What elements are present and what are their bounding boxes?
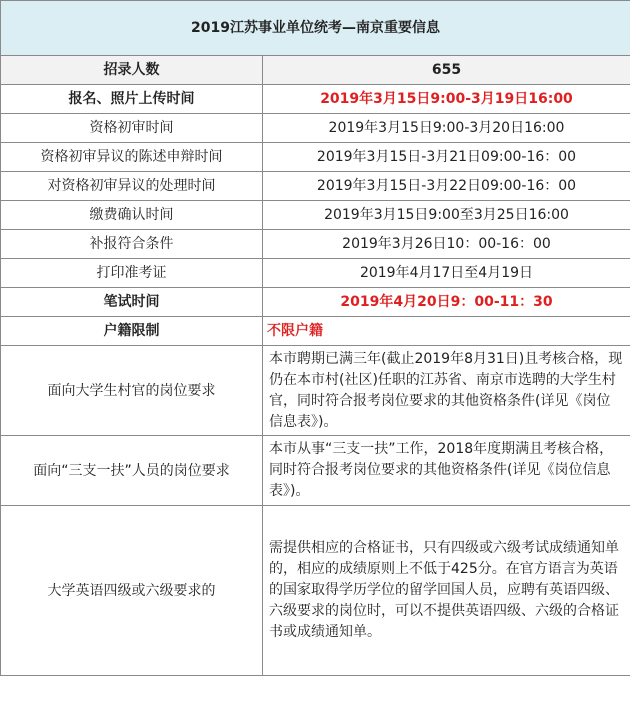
row-value: 2019年3月15日-3月22日09:00-16：00 [263, 172, 630, 201]
row-value: 2019年3月15日9:00至3月25日16:00 [263, 201, 630, 230]
row-value: 不限户籍 [263, 317, 630, 346]
table-row [1, 288, 630, 317]
row-label: 资格初审异议的陈述申辩时间 [1, 143, 263, 172]
row-label: 资格初审时间 [1, 114, 263, 143]
table-row [1, 230, 630, 259]
table-row [1, 317, 630, 346]
table-title-row [1, 1, 630, 56]
row-label: 补报符合条件 [1, 230, 263, 259]
row-label: 招录人数 [1, 56, 263, 85]
table-row [1, 201, 630, 230]
row-value: 本市聘期已满三年(截止2019年8月31日)且考核合格，现仍在本市村(社区)任职的江苏省、南京市选聘的大学生村官，同时符合报考岗位要求的其他资格条件(详见《岗位信息表》)。 [263, 346, 630, 436]
table-row [1, 143, 630, 172]
table-row [1, 436, 630, 506]
row-value: 655 [263, 56, 630, 85]
table-row [1, 85, 630, 114]
row-value: 2019年3月15日9:00-3月19日16:00 [263, 85, 630, 114]
row-value: 2019年4月17日至4月19日 [263, 259, 630, 288]
row-label: 打印准考证 [1, 259, 263, 288]
row-label: 缴费确认时间 [1, 201, 263, 230]
row-value: 2019年4月20日9：00-11：30 [263, 288, 630, 317]
table-row [1, 172, 630, 201]
table-row [1, 56, 630, 85]
row-label: 面向大学生村官的岗位要求 [1, 346, 263, 436]
row-value: 需提供相应的合格证书，只有四级或六级考试成绩通知单的，相应的成绩原则上不低于425分。在官方语言为英语的国家取得学历学位的留学回国人员，应聘有英语四级、六级要求的岗位时，可以不提供英语四级、六级的合格证书或成绩通知单。 [263, 506, 630, 676]
table-row [1, 259, 630, 288]
row-label: 大学英语四级或六级要求的 [1, 506, 263, 676]
table-title: 2019江苏事业单位统考—南京重要信息 [1, 1, 630, 56]
table-row [1, 506, 630, 676]
row-label: 面向“三支一扶”人员的岗位要求 [1, 436, 263, 506]
row-label: 报名、照片上传时间 [1, 85, 263, 114]
table-row [1, 346, 630, 436]
row-label: 户籍限制 [1, 317, 263, 346]
row-value: 本市从事“三支一扶”工作，2018年度期满且考核合格，同时符合报考岗位要求的其他资格条件(详见《岗位信息表》)。 [263, 436, 630, 506]
row-label: 对资格初审异议的处理时间 [1, 172, 263, 201]
table-row [1, 114, 630, 143]
row-value: 2019年3月15日9:00-3月20日16:00 [263, 114, 630, 143]
row-value: 2019年3月26日10：00-16：00 [263, 230, 630, 259]
row-label: 笔试时间 [1, 288, 263, 317]
row-value: 2019年3月15日-3月21日09:00-16：00 [263, 143, 630, 172]
